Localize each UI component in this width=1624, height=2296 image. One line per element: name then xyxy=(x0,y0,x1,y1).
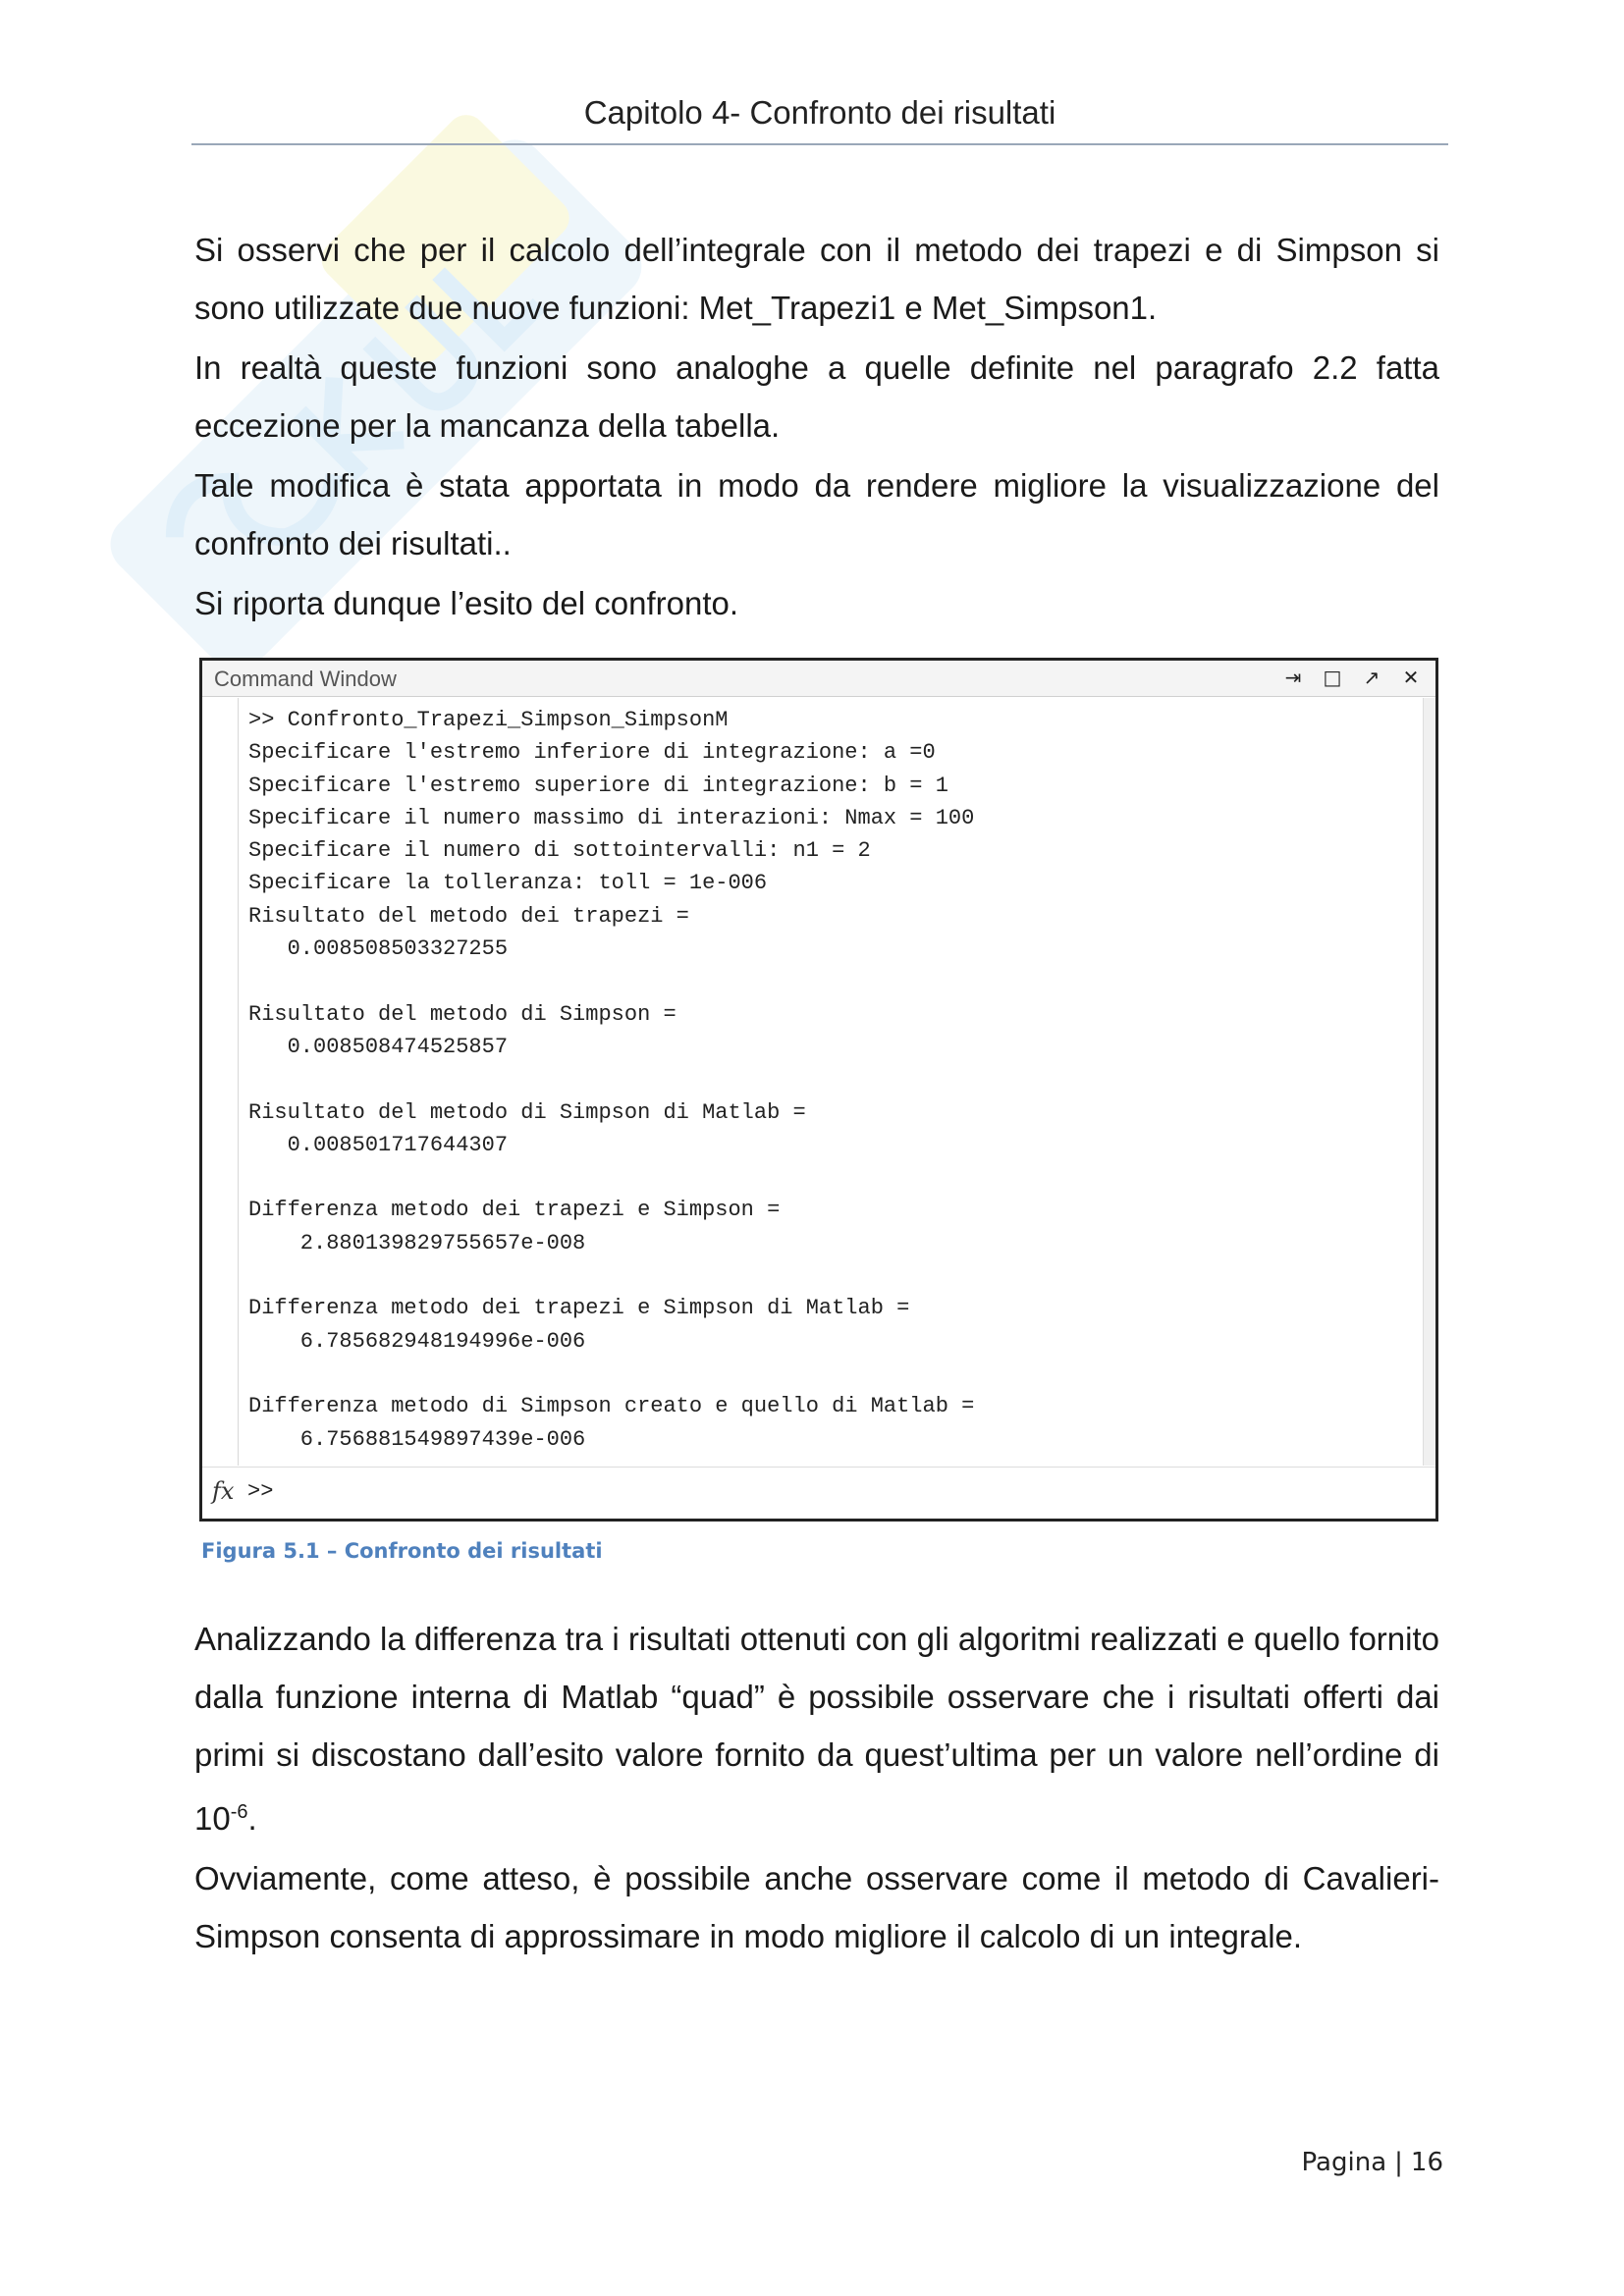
paragraph: Si osservi che per il calcolo dell’integrale con il metodo dei trapezi e di Simpson si sono utilizzate due nuove funzioni: Met_Trapezi1 e Met_Simpson1. xyxy=(194,232,1439,326)
command-window-titlebar[interactable] xyxy=(202,661,1435,697)
command-window-title: Command Window xyxy=(214,667,397,691)
paragraph: Tale modifica è stata apportata in modo da rendere migliore la visualizzazione del confronto dei risultati.. xyxy=(194,467,1439,561)
maximize-icon[interactable]: □ xyxy=(1323,666,1342,689)
paragraph-text: Analizzando la differenza tra i risultati ottenuti con gli algoritmi realizzati e quello fornito dalla funzione interna di Matlab “quad” è possibile osservare che i risultati offerti dai primi si discostano dall’esito valore fornito da quest’ultima per un valore nell’ordine di 10 xyxy=(194,1621,1439,1837)
output-line: 0.008501717644307 xyxy=(248,1132,509,1157)
output-line: 0.008508474525857 xyxy=(248,1034,509,1059)
paragraph: Si riporta dunque l’esito del confronto. xyxy=(194,585,739,621)
paragraph-end: . xyxy=(247,1800,257,1837)
paragraph: In realtà queste funzioni sono analoghe a quelle definite nel paragrafo 2.2 fatta eccezione per la mancanza della tabella. xyxy=(194,349,1439,444)
output-line: Specificare la tolleranza: toll = 1e-006 xyxy=(248,871,768,896)
fx-icon[interactable]: fx xyxy=(212,1477,235,1505)
command-output-lines xyxy=(248,704,974,1456)
paragraph: Ovviamente, come atteso, è possibile anche osservare come il metodo di Cavalieri-Simpson consenta di approssimare in modo migliore il calcolo di un integrale. xyxy=(194,1860,1439,1954)
window-controls xyxy=(1280,665,1424,690)
output-line: Differenza metodo dei trapezi e Simpson di Matlab = xyxy=(248,1296,910,1321)
footer-label: Pagina xyxy=(1301,2148,1387,2177)
command-window-scrollbar[interactable] xyxy=(1423,698,1435,1466)
command-input-row[interactable] xyxy=(202,1467,1435,1519)
exponent: -6 xyxy=(230,1801,248,1823)
close-icon[interactable]: ✕ xyxy=(1402,666,1420,689)
command-prompt[interactable]: >> xyxy=(247,1479,274,1504)
pin-icon[interactable]: ↗ xyxy=(1363,666,1380,689)
output-line: 2.880139829755657e-008 xyxy=(248,1230,586,1255)
command-output xyxy=(238,698,1422,1466)
output-line: Specificare il numero massimo di interazioni: Nmax = 100 xyxy=(248,805,975,830)
header-divider xyxy=(191,143,1448,145)
output-line: 6.756881549897439e-006 xyxy=(248,1426,586,1452)
output-line: Specificare il numero di sottointervalli: n1 = 2 xyxy=(248,838,871,864)
figure-caption: Figura 5.1 – Confronto dei risultati xyxy=(201,1539,603,1563)
output-line: Differenza metodo di Simpson creato e quello di Matlab = xyxy=(248,1394,975,1419)
output-line: Risultato del metodo di Simpson = xyxy=(248,1001,677,1027)
output-line: Specificare l'estremo inferiore di integrazione: a =0 xyxy=(248,740,936,766)
footer-separator: | xyxy=(1394,2148,1403,2177)
body-text-bottom xyxy=(194,1610,1439,1967)
page-number: 16 xyxy=(1410,2148,1443,2177)
page-header-title: Capitolo 4- Confronto dei risultati xyxy=(583,94,1056,131)
paragraph xyxy=(194,1610,1439,1847)
output-line: Differenza metodo dei trapezi e Simpson = xyxy=(248,1198,781,1223)
command-window[interactable] xyxy=(199,658,1438,1522)
output-line: 0.008508503327255 xyxy=(248,936,509,962)
output-line: >> Confronto_Trapezi_Simpson_SimpsonM xyxy=(248,708,729,732)
output-line: Risultato del metodo dei trapezi = xyxy=(248,903,689,929)
body-text-top xyxy=(194,221,1439,634)
output-line: 6.785682948194996e-006 xyxy=(248,1328,586,1354)
output-line: Specificare l'estremo superiore di integrazione: b = 1 xyxy=(248,773,948,798)
undock-icon[interactable]: ⇥ xyxy=(1284,666,1302,689)
page-footer xyxy=(1267,2148,1443,2177)
output-line: Risultato del metodo di Simpson di Matlab = xyxy=(248,1099,806,1125)
